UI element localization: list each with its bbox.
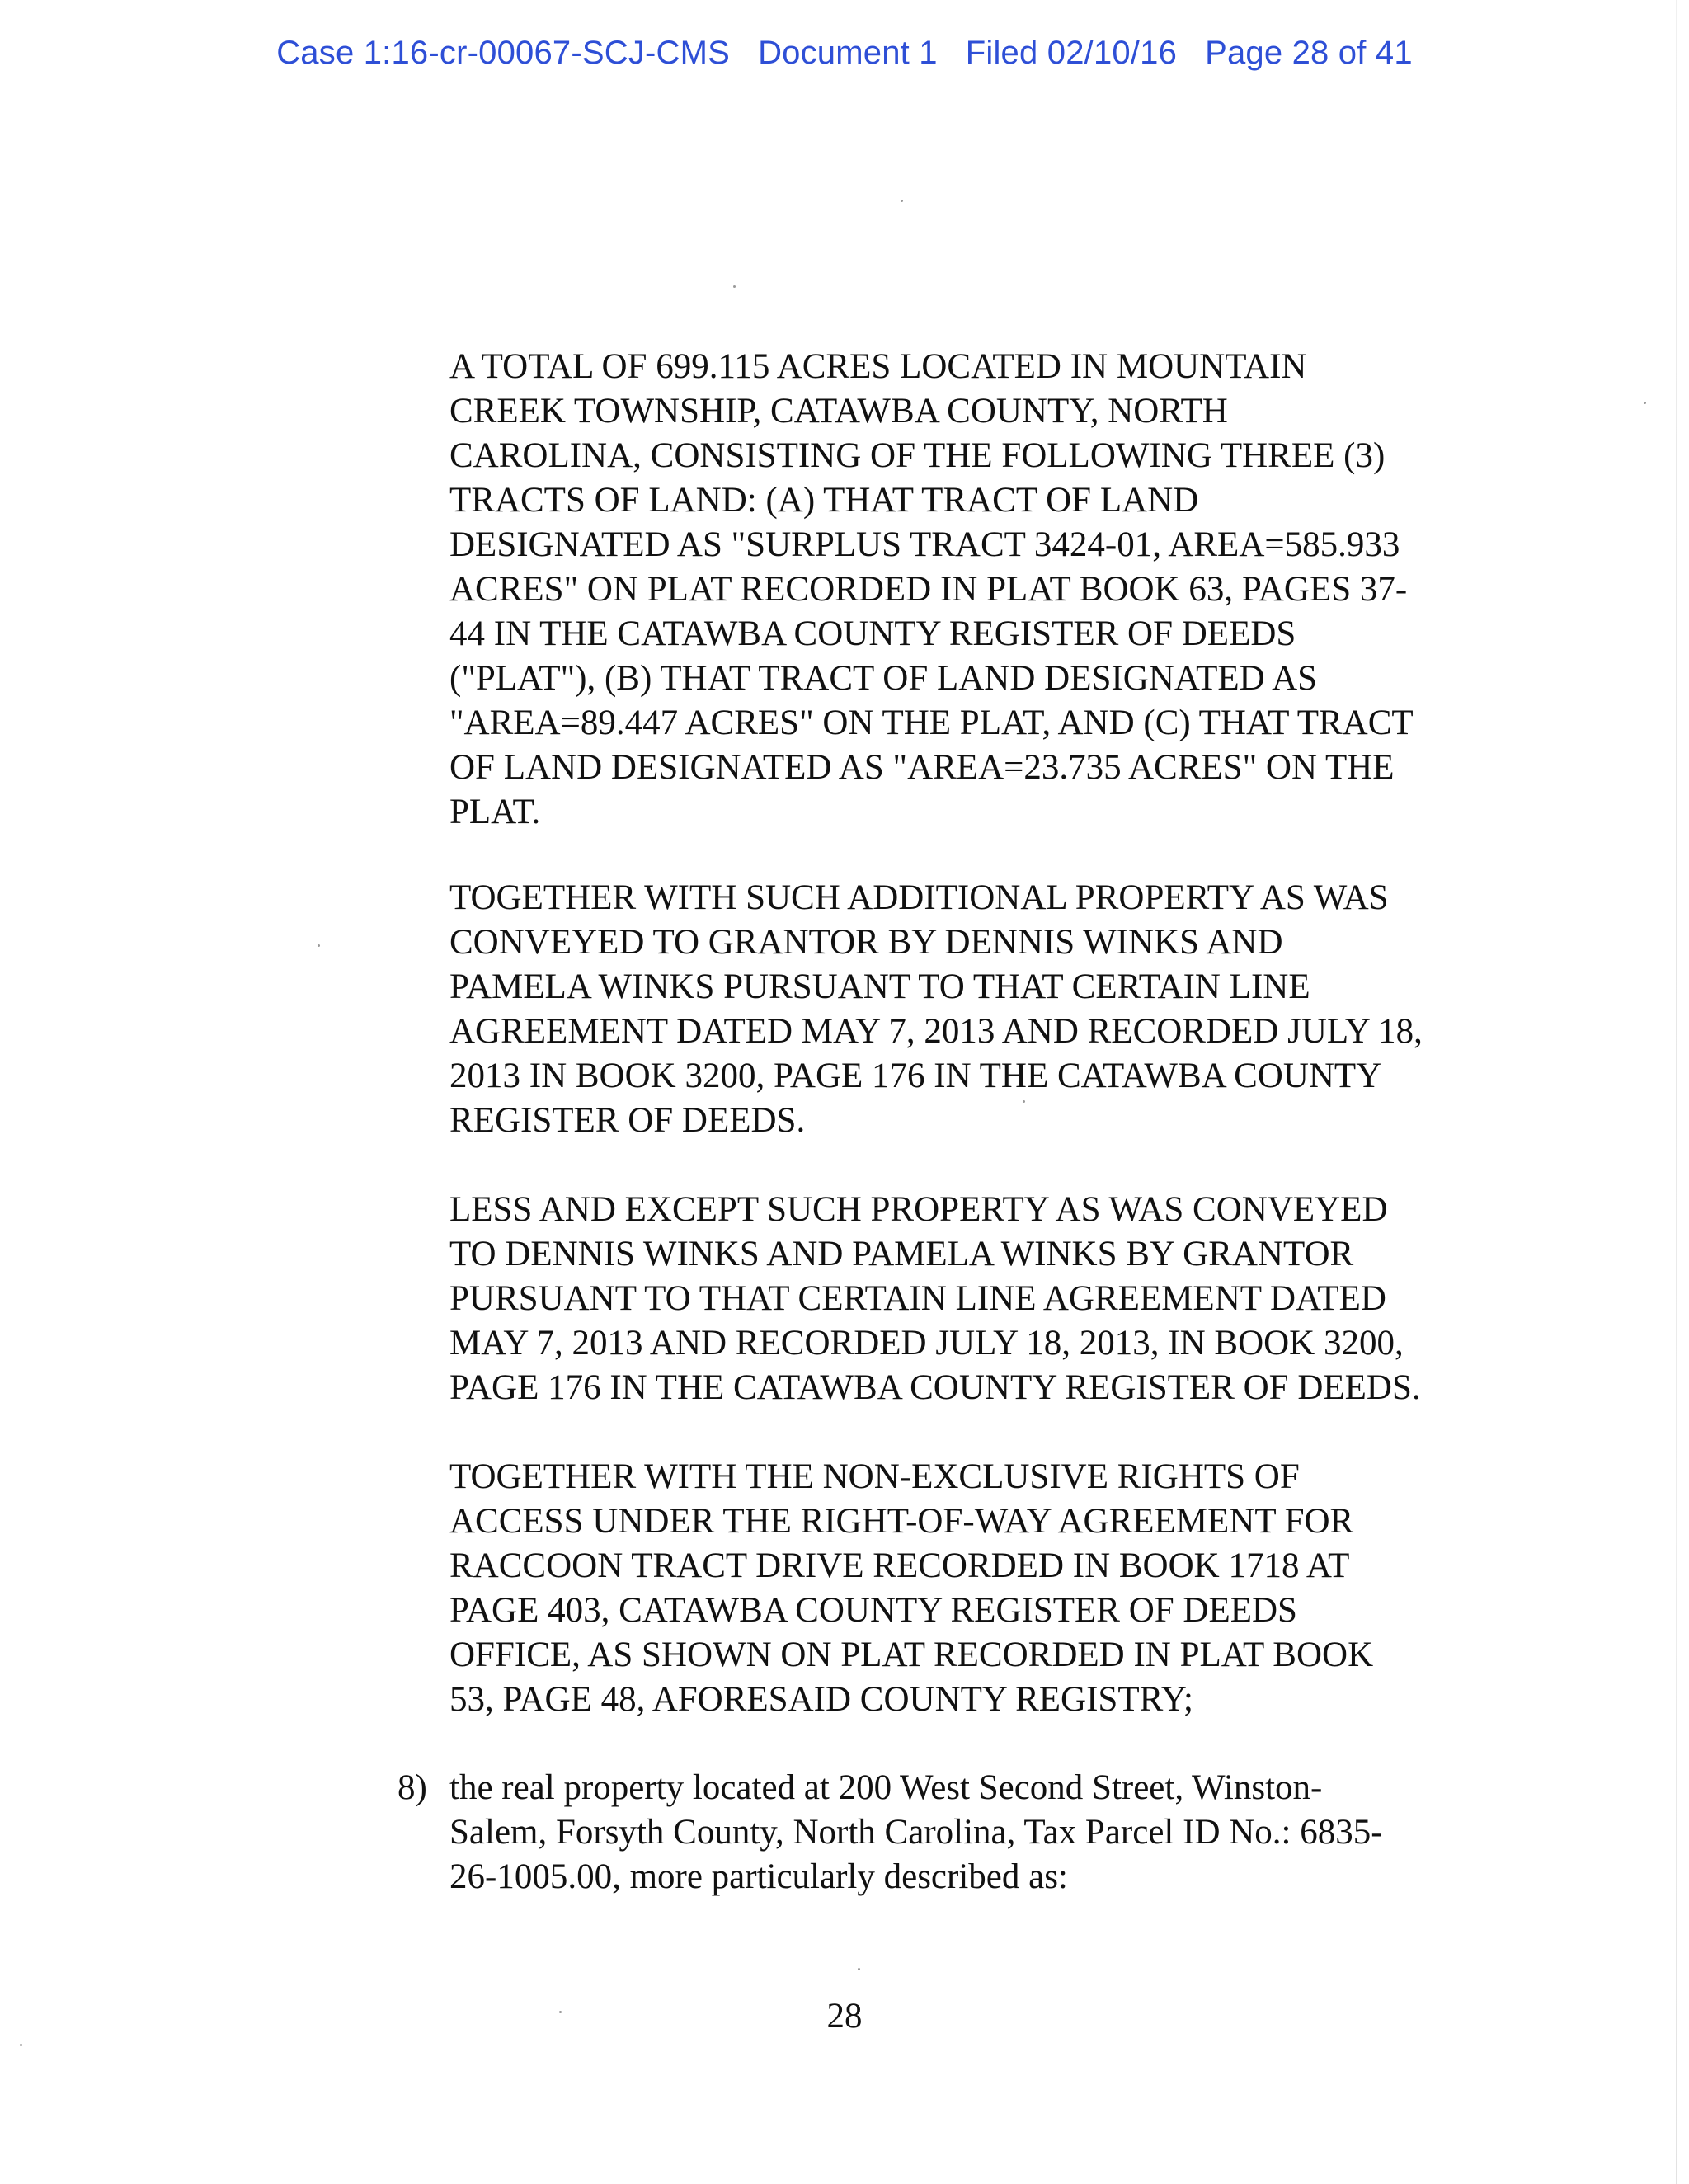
scan-speck [318,944,320,947]
scan-speck [733,285,736,288]
text-line: A TOTAL OF 699.115 ACRES LOCATED IN MOUNTAIN [449,347,1307,386]
text-line: AGREEMENT DATED MAY 7, 2013 AND RECORDED JULY 18, [449,1012,1423,1051]
additional-property-paragraph [449,876,1497,1143]
header-case-number: Case 1:16-cr-00067-SCJ-CMS [276,35,731,71]
text-line: DESIGNATED AS "SURPLUS TRACT 3424-01, AREA=585.933 [449,525,1400,564]
text-line: 2013 IN BOOK 3200, PAGE 176 IN THE CATAWBA COUNTY [449,1057,1382,1095]
property-description-paragraph [449,345,1497,835]
text-line: OF LAND DESIGNATED AS "AREA=23.735 ACRES" ON THE [449,748,1395,787]
list-item-text [449,1766,1497,1899]
text-line: PLAT. [449,793,541,831]
text-line: TRACTS OF LAND: (A) THAT TRACT OF LAND [449,481,1199,520]
header-document-number: Document 1 [758,35,938,71]
header-page-count: Page 28 of 41 [1205,35,1413,71]
text-line: CREEK TOWNSHIP, CATAWBA COUNTY, NORTH [449,392,1228,431]
header-filed-date: Filed 02/10/16 [965,35,1178,71]
text-line: CONVEYED TO GRANTOR BY DENNIS WINKS AND [449,923,1283,962]
text-line: ACCESS UNDER THE RIGHT-OF-WAY AGREEMENT FOR [449,1502,1354,1541]
text-line: MAY 7, 2013 AND RECORDED JULY 18, 2013, IN BOOK 3200, [449,1324,1404,1363]
access-rights-paragraph [449,1455,1497,1722]
text-line: LESS AND EXCEPT SUCH PROPERTY AS WAS CONVEYED [449,1190,1388,1229]
court-filing-header [0,35,1689,72]
scan-speck [1644,402,1646,404]
list-item-number: 8) [398,1768,427,1807]
text-line: ("PLAT"), (B) THAT TRACT OF LAND DESIGNATED AS [449,659,1318,698]
less-and-except-paragraph [449,1188,1497,1410]
text-line: PAGE 176 IN THE CATAWBA COUNTY REGISTER OF DEEDS. [449,1368,1421,1407]
scan-speck [1023,1100,1025,1103]
text-line: RACCOON TRACT DRIVE RECORDED IN BOOK 1718 AT [449,1546,1350,1585]
text-line: 53, PAGE 48, AFORESAID COUNTY REGISTRY; [449,1680,1193,1719]
text-line: 26-1005.00, more particularly described as: [449,1857,1068,1896]
text-line: PURSUANT TO THAT CERTAIN LINE AGREEMENT DATED [449,1279,1386,1318]
text-line: TOGETHER WITH SUCH ADDITIONAL PROPERTY AS WAS [449,878,1389,917]
text-line: ACRES" ON PLAT RECORDED IN PLAT BOOK 63, PAGES 37- [449,570,1408,609]
scan-speck [20,2044,22,2046]
scan-edge-line [1676,0,1677,2184]
scan-speck [858,1968,860,1970]
text-line: Salem, Forsyth County, North Carolina, Tax Parcel ID No.: 6835- [449,1813,1383,1852]
page-number: 28 [826,1997,863,2036]
text-line: PAGE 403, CATAWBA COUNTY REGISTER OF DEEDS [449,1591,1297,1630]
text-line: the real property located at 200 West Second Street, Winston- [449,1768,1323,1807]
text-line: 44 IN THE CATAWBA COUNTY REGISTER OF DEEDS [449,614,1296,653]
text-line: OFFICE, AS SHOWN ON PLAT RECORDED IN PLAT BOOK [449,1636,1374,1674]
text-line: CAROLINA, CONSISTING OF THE FOLLOWING THREE (3) [449,436,1386,475]
text-line: REGISTER OF DEEDS. [449,1101,806,1140]
text-line: TO DENNIS WINKS AND PAMELA WINKS BY GRANTOR [449,1235,1354,1273]
text-line: "AREA=89.447 ACRES" ON THE PLAT, AND (C) THAT TRACT [449,704,1414,742]
scan-speck [559,2011,562,2013]
text-line: TOGETHER WITH THE NON-EXCLUSIVE RIGHTS OF [449,1457,1300,1496]
scan-speck [901,200,903,202]
text-line: PAMELA WINKS PURSUANT TO THAT CERTAIN LINE [449,967,1310,1006]
